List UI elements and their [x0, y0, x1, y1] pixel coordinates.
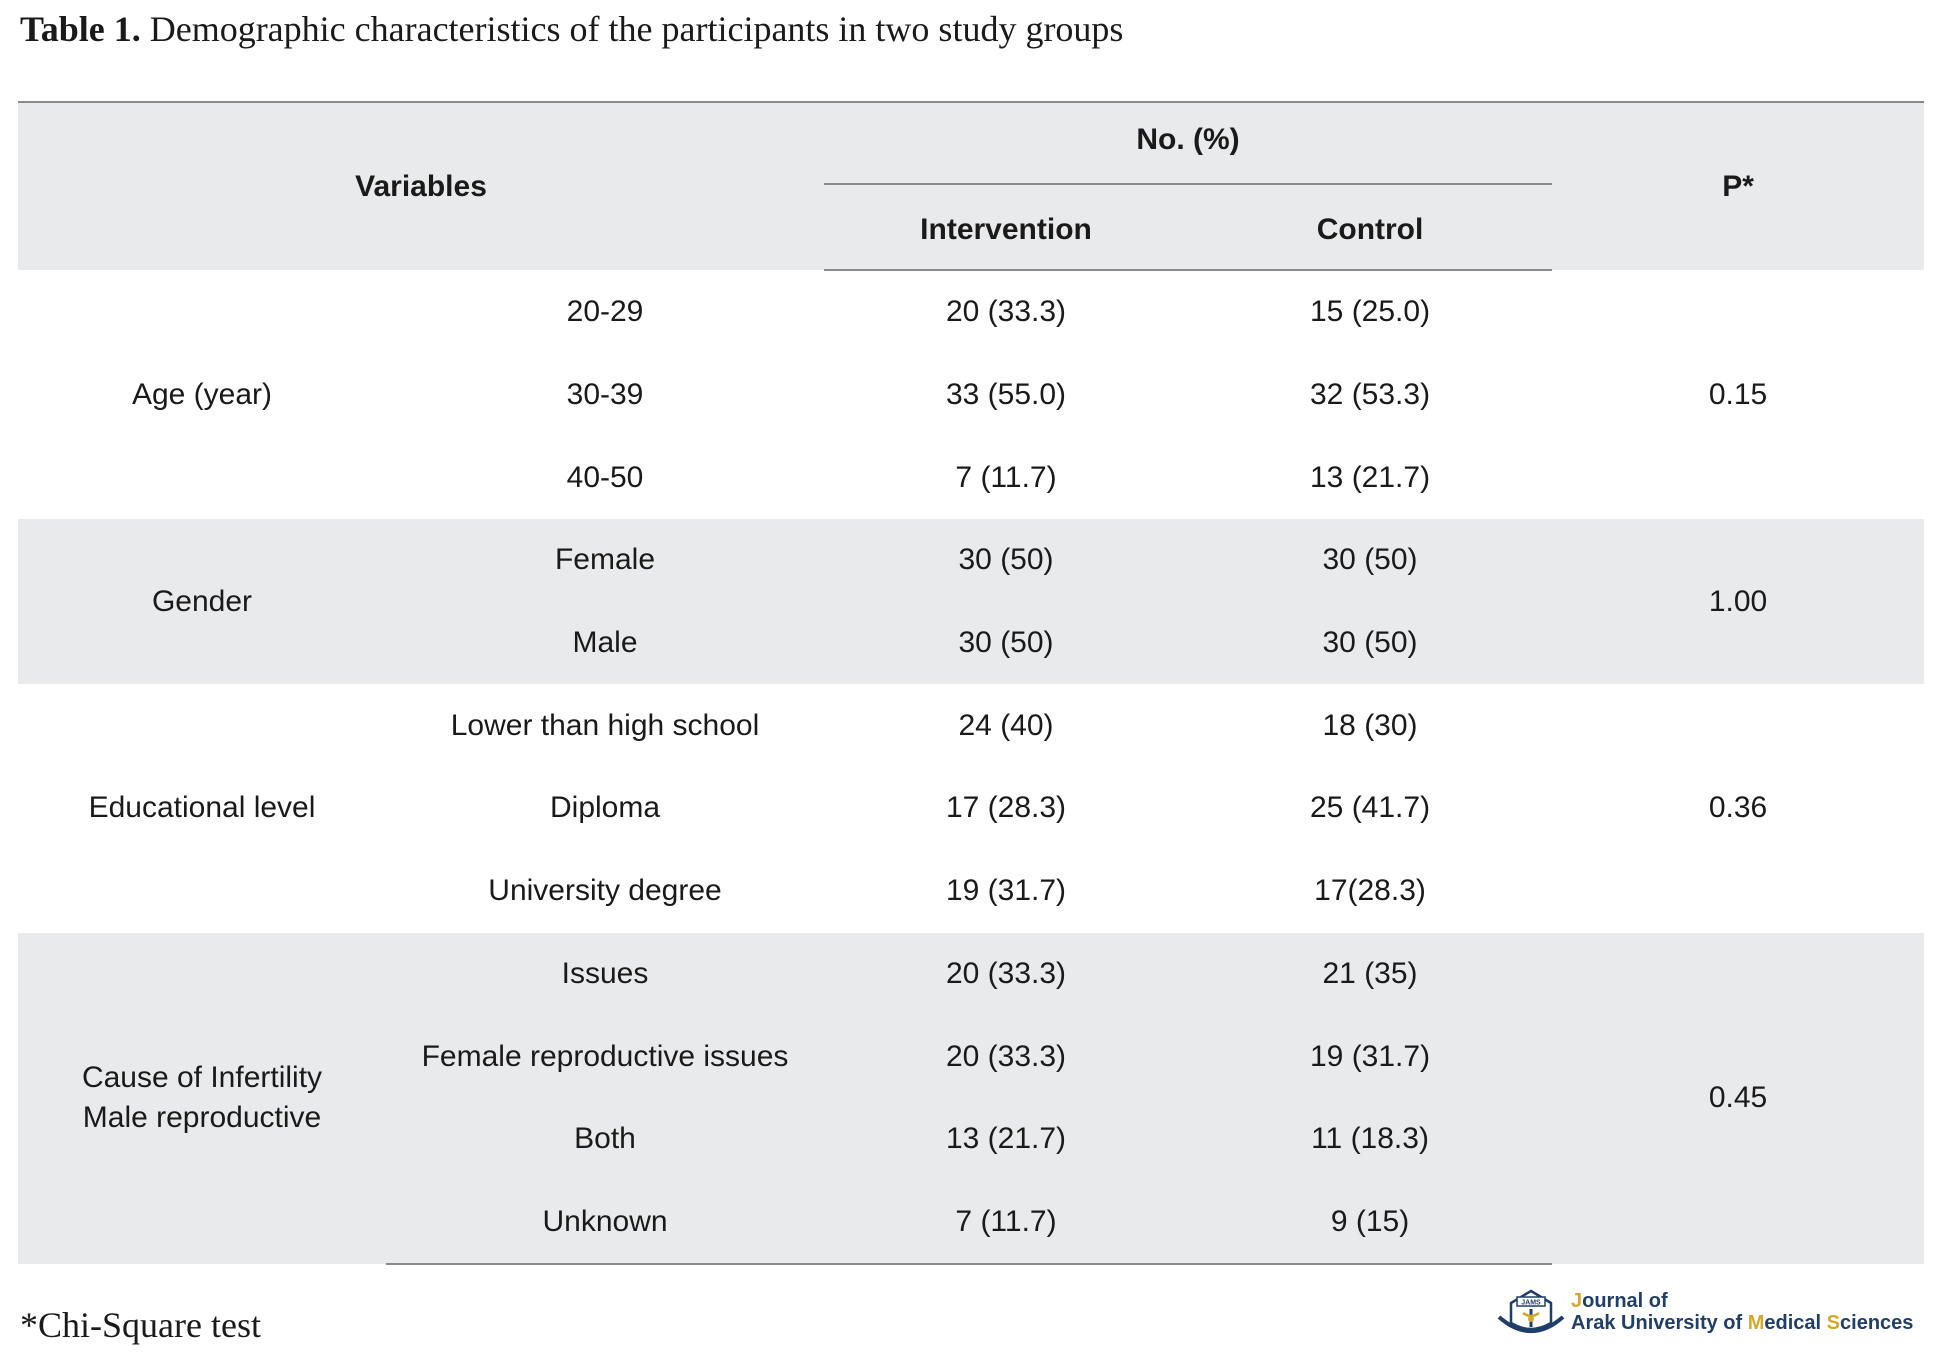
header-control: Control — [1188, 185, 1552, 270]
row-sub-label: 40-50 — [566, 460, 644, 494]
row-control-value: 19 (31.7) — [1188, 1015, 1552, 1098]
row-control-value: 13 (21.7) — [1309, 460, 1431, 494]
table-caption — [20, 8, 1123, 50]
row-intervention-value: 17 (28.3) — [945, 791, 1067, 825]
section-infertility-label — [18, 933, 386, 1265]
emblem-badge-text: JAMS — [1521, 1299, 1541, 1307]
row-control-value: 25 (41.7) — [1309, 791, 1431, 825]
table-row — [18, 684, 1924, 767]
row-control-value: 18 (30) — [1322, 708, 1418, 742]
header-group-rule — [824, 183, 1552, 185]
logo-text-line1 — [1571, 1290, 1668, 1313]
table-row — [18, 933, 1924, 1016]
row-intervention-value: 7 (11.7) — [955, 460, 1057, 494]
header-p-value: P* — [1552, 102, 1924, 270]
row-sub-label: 20-29 — [566, 294, 644, 328]
row-intervention-value: 20 (33.3) — [824, 933, 1188, 1016]
table-caption-label: Table 1. — [20, 9, 141, 49]
demographics-table — [18, 101, 1924, 1265]
table-row — [18, 270, 1924, 354]
row-sub-label: University degree — [488, 874, 722, 908]
row-sub-label: 30-39 — [566, 378, 644, 412]
row-intervention-value: 30 (50) — [824, 519, 1188, 602]
row-control-value: 30 (50) — [1188, 602, 1552, 685]
section-infertility-label-line1: Cause of Infertility — [81, 1061, 323, 1095]
logo-text-line2 — [1571, 1312, 1913, 1335]
row-intervention-value: 24 (40) — [958, 708, 1054, 742]
section-education-label: Educational level — [88, 791, 316, 825]
section-infertility-label-line2: Male reproductive — [82, 1101, 322, 1135]
row-control-value: 15 (25.0) — [1309, 295, 1431, 329]
header-row — [18, 102, 1924, 185]
row-control-value: 30 (50) — [1188, 519, 1552, 602]
header-group-no-percent: No. (%) — [824, 102, 1552, 185]
row-intervention-value: 30 (50) — [824, 602, 1188, 685]
row-sub-label: Female reproductive issues — [386, 1015, 824, 1098]
row-intervention-value: 13 (21.7) — [824, 1098, 1188, 1181]
logo-initial-s: S — [1826, 1312, 1841, 1334]
logo-initial-j: J — [1571, 1290, 1583, 1312]
row-sub-label: Both — [386, 1098, 824, 1181]
row-intervention-value: 19 (31.7) — [945, 874, 1067, 908]
row-sub-label: Unknown — [386, 1181, 824, 1265]
row-sub-label: Diploma — [549, 791, 661, 825]
row-sub-label: Lower than high school — [450, 708, 760, 742]
header-intervention: Intervention — [824, 185, 1188, 270]
journal-logo — [1493, 1283, 1933, 1349]
header-variables: Variables — [18, 102, 824, 270]
section-education-p-value: 0.36 — [1708, 791, 1768, 825]
row-control-value: 11 (18.3) — [1188, 1098, 1552, 1181]
row-intervention-value: 33 (55.0) — [945, 378, 1067, 412]
logo-text-ciences: ciences — [1840, 1312, 1914, 1334]
logo-text-arak: Arak University of — [1571, 1312, 1748, 1334]
row-intervention-value: 7 (11.7) — [824, 1181, 1188, 1265]
logo-text-journal: ournal of — [1582, 1290, 1668, 1312]
table-row — [18, 519, 1924, 602]
row-intervention-value: 20 (33.3) — [945, 295, 1067, 329]
row-sub-label: Issues — [386, 933, 824, 1016]
logo-initial-m: M — [1747, 1312, 1765, 1334]
table-caption-text: Demographic characteristics of the participants in two study groups — [140, 9, 1124, 49]
logo-text-edical: edical — [1764, 1312, 1827, 1334]
row-control-value: 21 (35) — [1188, 933, 1552, 1016]
table-footnote: *Chi-Square test — [20, 1305, 261, 1345]
section-age-label: Age (year) — [131, 377, 273, 411]
row-control-value: 17(28.3) — [1314, 874, 1426, 908]
section-gender-p-value: 1.00 — [1552, 519, 1924, 684]
row-intervention-value: 20 (33.3) — [824, 1015, 1188, 1098]
journal-emblem-icon — [1493, 1283, 1569, 1347]
section-infertility-p-value: 0.45 — [1552, 933, 1924, 1265]
row-sub-label: Female — [386, 519, 824, 602]
row-sub-label: Male — [386, 602, 824, 685]
section-age-p-value: 0.15 — [1708, 377, 1768, 411]
section-gender-label: Gender — [18, 519, 386, 684]
row-control-value: 9 (15) — [1188, 1181, 1552, 1265]
row-control-value: 32 (53.3) — [1309, 378, 1431, 412]
